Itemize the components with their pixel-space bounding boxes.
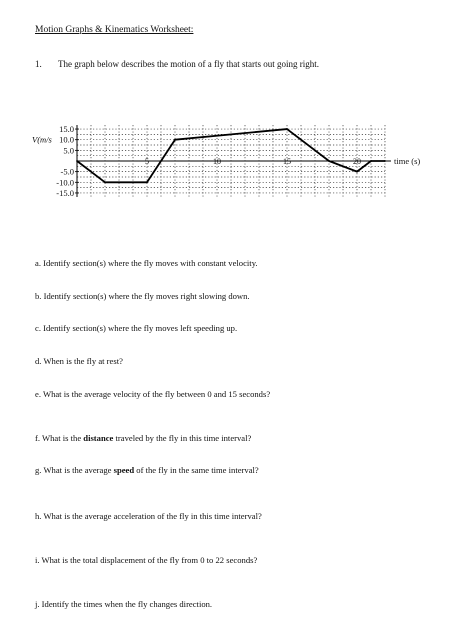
question-a: a. Identify section(s) where the fly moves with constant velocity.: [35, 258, 258, 268]
y-tick-label: -15.0: [56, 187, 74, 198]
worksheet-title: Motion Graphs & Kinematics Worksheet:: [35, 25, 194, 35]
x-tick-label: 15: [283, 157, 291, 166]
x-axis-label: time (s): [394, 156, 421, 166]
data-point: [370, 160, 372, 162]
question-g: [35, 465, 259, 475]
question-j: j. Identify the times when the fly changes direction.: [35, 599, 213, 609]
data-point: [146, 181, 148, 183]
question-1-text: The graph below describes the motion of a fly that starts out going right.: [58, 59, 319, 69]
x-tick-label: 10: [213, 157, 221, 166]
question-g-emphasis: speed: [113, 465, 135, 475]
question-d: d. When is the fly at rest?: [35, 356, 123, 366]
question-f-end: traveled by the fly in this time interval?: [113, 433, 252, 443]
y-tick-label: 15.0: [59, 124, 74, 135]
question-f: [35, 433, 251, 443]
x-tick-label: 5: [145, 157, 149, 166]
x-tick-label: 20: [353, 157, 361, 166]
question-c: c. Identify section(s) where the fly moves left speeding up.: [35, 323, 238, 333]
question-1-number: 1.: [35, 59, 42, 69]
data-point: [104, 181, 106, 183]
data-point: [174, 139, 176, 141]
y-tick-label: 5.0: [63, 145, 74, 156]
data-point: [356, 171, 358, 173]
question-b: b. Identify section(s) where the fly moves right slowing down.: [35, 291, 250, 301]
question-g-start: g. What is the average: [35, 465, 114, 475]
question-f-start: f. What is the: [35, 433, 84, 443]
y-tick-label: -10.0: [56, 177, 74, 188]
graph-axes: [77, 125, 391, 197]
question-i: i. What is the total displacement of the fly from 0 to 22 seconds?: [35, 555, 258, 565]
question-e: e. What is the average velocity of the fly between 0 and 15 seconds?: [35, 389, 271, 399]
data-point: [286, 128, 288, 130]
data-point: [76, 160, 78, 162]
y-tick-label: -5.0: [60, 166, 74, 177]
y-tick-label: 10.0: [59, 134, 74, 145]
question-h: h. What is the average acceleration of the fly in this time interval?: [35, 511, 262, 521]
question-g-end: of the fly in the same time interval?: [134, 465, 259, 475]
data-point: [328, 160, 330, 162]
data-point: [384, 160, 386, 162]
question-f-emphasis: distance: [83, 433, 114, 443]
y-axis-label: V(m/s: [32, 134, 52, 145]
